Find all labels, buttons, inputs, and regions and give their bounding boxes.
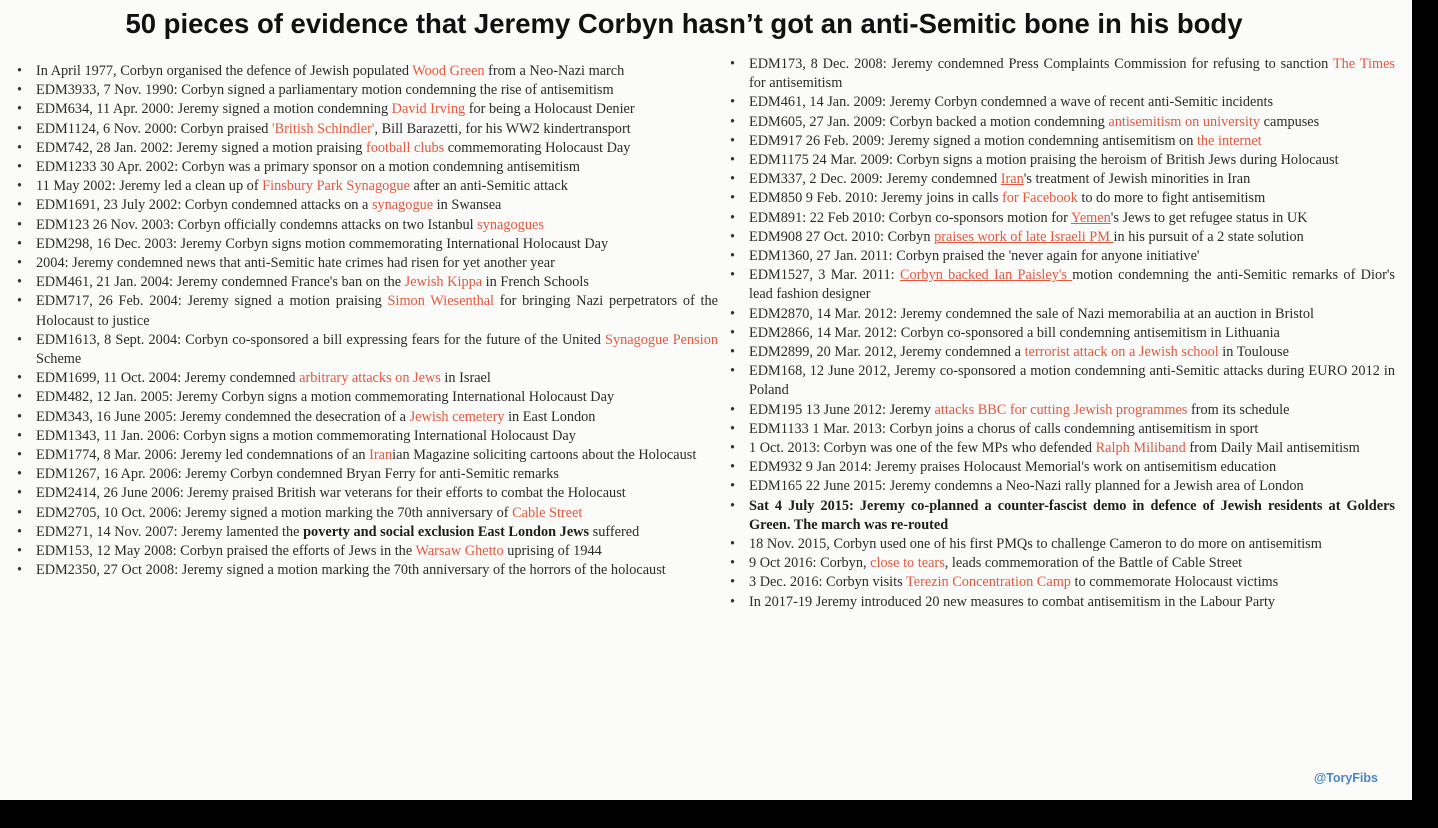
evidence-item: [14, 177, 718, 196]
item-text: EDM1124, 6 Nov. 2000: Corbyn praised: [36, 120, 273, 137]
highlighted-text: the internet: [1196, 132, 1262, 149]
item-text: in Toulouse: [1218, 344, 1289, 361]
highlighted-text: Jewish Kippa: [404, 274, 483, 291]
item-text: EDM932 9 Jan 2014: Jeremy praises Holocaust Memorial's work on antisemitism education: [749, 459, 1277, 476]
highlighted-text: Simon Wiesenthal: [387, 293, 495, 310]
item-text: in East London: [504, 408, 596, 425]
evidence-item: [14, 139, 718, 158]
item-text: EDM1691, 23 July 2002: Corbyn condemned attacks on a: [36, 197, 372, 214]
item-text: EDM461, 21 Jan. 2004: Jeremy condemned France's ban on the: [36, 274, 405, 291]
evidence-item: [727, 189, 1395, 208]
item-text: EDM1699, 11 Oct. 2004: Jeremy condemned: [36, 370, 300, 387]
highlighted-text: Sat 4 July 2015: Jeremy co-planned a counter-fascist demo in defence of Jewish residents at Golders Green. The march was re-routed: [749, 497, 1395, 533]
item-text: EDM173, 8 Dec. 2008: Jeremy condemned Press Complaints Commission for refusing to sanction: [749, 56, 1333, 72]
highlighted-text: Cable Street: [512, 504, 583, 521]
item-text: from Daily Mail antisemitism: [1185, 440, 1360, 457]
item-text: EDM1774, 8 Mar. 2006: Jeremy led condemnations of an: [36, 447, 370, 464]
evidence-item: [727, 362, 1395, 400]
item-text: EDM337, 2 Dec. 2009: Jeremy condemned: [749, 171, 1001, 188]
item-text: after an anti-Semitic attack: [409, 178, 568, 195]
item-text: 's treatment of Jewish minorities in Iran: [1023, 171, 1251, 188]
evidence-item: [727, 535, 1395, 554]
item-text: EDM2705, 10 Oct. 2006: Jeremy signed a motion marking the 70th anniversary of: [36, 504, 513, 521]
evidence-item: [727, 420, 1395, 439]
evidence-item: [14, 100, 718, 119]
item-text: EDM2350, 27 Oct 2008: Jeremy signed a motion marking the 70th anniversary of the horrors of the holocaust: [36, 562, 666, 579]
highlighted-text: synagogues: [477, 216, 544, 233]
highlighted-text: Jewish cemetery: [409, 408, 505, 425]
item-text: uprising of 1944: [503, 543, 602, 560]
highlighted-text: Finsbury Park Synagogue: [262, 178, 410, 195]
item-text: EDM1343, 11 Jan. 2006: Corbyn signs a motion commemorating International Holocaust Day: [36, 427, 576, 444]
evidence-item: [727, 593, 1395, 612]
evidence-item: [727, 93, 1395, 112]
author-handle: @ToryFibs: [1313, 771, 1378, 785]
page-title: 50 pieces of evidence that Jeremy Corbyn hasn’t got an anti-Semitic bone in his body: [125, 8, 1243, 39]
evidence-item: [14, 254, 718, 273]
evidence-item: [727, 170, 1395, 189]
highlighted-text: arbitrary attacks on Jews: [299, 370, 441, 387]
item-text: in Swansea: [433, 197, 502, 214]
evidence-item: [14, 542, 718, 561]
evidence-item: [14, 561, 718, 580]
evidence-item: [727, 458, 1395, 477]
highlighted-text: David Irving: [391, 101, 466, 118]
highlighted-text: Iran: [1000, 171, 1024, 188]
highlighted-text: for Facebook: [1001, 190, 1078, 207]
evidence-item: [727, 228, 1395, 247]
item-text: 1 Oct. 2013: Corbyn was one of the few MPs who defended: [749, 440, 1096, 457]
evidence-item: [14, 158, 718, 177]
evidence-item: [14, 523, 718, 542]
item-text: EDM271, 14 Nov. 2007: Jeremy lamented the: [36, 523, 304, 540]
item-text: EDM2899, 20 Mar. 2012, Jeremy condemned a: [749, 344, 1025, 361]
item-text: EDM1133 1 Mar. 2013: Corbyn joins a chorus of calls condemning antisemitism in sport: [749, 420, 1259, 437]
item-text: EDM1233 30 Apr. 2002: Corbyn was a primary sponsor on a motion condemning antisemitism: [36, 159, 581, 176]
evidence-item: [727, 401, 1395, 420]
item-text: 9 Oct 2016: Corbyn,: [749, 555, 871, 572]
evidence-item: [727, 247, 1395, 266]
highlighted-text: The Times: [1332, 56, 1395, 72]
highlighted-text: Ralph Miliband: [1095, 440, 1186, 457]
item-text: suffered: [589, 523, 640, 540]
item-text: in his pursuit of a 2 state solution: [1113, 228, 1304, 245]
item-text: 's Jews to get refugee status in UK: [1110, 209, 1308, 226]
evidence-item: [14, 504, 718, 523]
highlighted-text: synagogue: [371, 197, 434, 214]
item-text: EDM1267, 16 Apr. 2006: Jeremy Corbyn condemned Bryan Ferry for anti-Semitic remarks: [36, 466, 559, 483]
item-text: EDM343, 16 June 2005: Jeremy condemned the desecration of a: [36, 408, 410, 425]
evidence-item: [14, 427, 718, 446]
item-text: EDM908 27 Oct. 2010: Corbyn: [749, 228, 935, 245]
item-text: EDM2414, 26 June 2006: Jeremy praised British war veterans for their efforts to combat the Holocaust: [36, 485, 626, 502]
item-text: 3 Dec. 2016: Corbyn visits: [749, 574, 907, 591]
evidence-item: [14, 465, 718, 484]
highlighted-text: Yemen: [1070, 209, 1111, 226]
evidence-item: [14, 62, 718, 81]
evidence-item: [727, 439, 1395, 458]
item-text: EDM3933, 7 Nov. 1990: Corbyn signed a parliamentary motion condemning the rise of antisemitism: [36, 82, 614, 99]
evidence-item: [14, 331, 718, 369]
highlighted-text: Synagogue Pension: [605, 331, 718, 348]
item-text: EDM298, 16 Dec. 2003: Jeremy Corbyn signs motion commemorating International Holocaust Day: [36, 235, 609, 252]
evidence-item: [727, 209, 1395, 228]
item-text: EDM742, 28 Jan. 2002: Jeremy signed a motion praising: [36, 139, 366, 156]
highlighted-text: close to tears: [870, 555, 945, 572]
evidence-item: [727, 305, 1395, 324]
item-text: EDM461, 14 Jan. 2009: Jeremy Corbyn condemned a wave of recent anti-Semitic incidents: [749, 94, 1274, 111]
evidence-item: [727, 55, 1395, 93]
item-text: Scheme: [36, 351, 82, 368]
item-text: EDM2866, 14 Mar. 2012: Corbyn co-sponsored a bill condemning antisemitism in Lithuania: [749, 324, 1280, 341]
highlighted-text: antisemitism on university: [1108, 113, 1261, 130]
item-text: EDM605, 27 Jan. 2009: Corbyn backed a motion condemning: [749, 113, 1109, 130]
item-text: EDM1527, 3 Mar. 2011:: [749, 267, 900, 284]
evidence-item: [727, 554, 1395, 573]
evidence-item: [727, 132, 1395, 151]
right-evidence-list: [727, 55, 1395, 612]
item-text: 11 May 2002: Jeremy led a clean up of: [36, 178, 263, 195]
item-text: In April 1977, Corbyn organised the defence of Jewish populated: [36, 63, 413, 79]
item-text: 2004: Jeremy condemned news that anti-Semitic hate crimes had risen for yet another year: [36, 255, 555, 272]
evidence-item: [14, 484, 718, 503]
highlighted-text: Corbyn backed Ian Paisley's: [899, 267, 1073, 284]
evidence-item: [14, 408, 718, 427]
item-text: EDM2870, 14 Mar. 2012: Jeremy condemned the sale of Nazi memorabilia at an auction in Bristol: [749, 305, 1314, 322]
item-text: , leads commemoration of the Battle of Cable Street: [944, 555, 1243, 572]
evidence-item: [727, 324, 1395, 343]
item-text: commemorating Holocaust Day: [444, 139, 631, 156]
highlighted-text: Terezin Concentration Camp: [906, 574, 1071, 591]
evidence-item: [14, 292, 718, 330]
item-text: EDM1175 24 Mar. 2009: Corbyn signs a motion praising the heroism of British Jews during Holocaust: [749, 152, 1339, 169]
item-text: EDM153, 12 May 2008: Corbyn praised the efforts of Jews in the: [36, 543, 416, 560]
item-text: from its schedule: [1187, 401, 1290, 418]
item-text: for being a Holocaust Denier: [465, 101, 635, 118]
highlighted-text: terrorist attack on a Jewish school: [1024, 344, 1219, 361]
evidence-item: [14, 446, 718, 465]
item-text: EDM195 13 June 2012: Jeremy: [749, 401, 935, 418]
item-text: EDM123 26 Nov. 2003: Corbyn officially condemns attacks on two Istanbul: [36, 216, 478, 233]
evidence-item: [727, 151, 1395, 170]
item-text: EDM891: 22 Feb 2010: Corbyn co-sponsors motion for: [749, 209, 1071, 226]
item-text: motion condemning the anti-Semitic remarks of Dior's lead fashion designer: [749, 267, 1395, 303]
item-text: In 2017-19 Jeremy introduced 20 new measures to combat antisemitism in the Labour Party: [749, 593, 1276, 610]
item-text: EDM917 26 Feb. 2009: Jeremy signed a motion condemning antisemitism on: [749, 132, 1197, 149]
item-text: in French Schools: [482, 274, 589, 291]
item-text: to commemorate Holocaust victims: [1070, 574, 1279, 591]
item-text: , Bill Barazetti, for his WW2 kindertransport: [374, 120, 631, 137]
evidence-item: [14, 388, 718, 407]
evidence-item: [727, 113, 1395, 132]
item-text: EDM165 22 June 2015: Jeremy condemns a Neo-Nazi rally planned for a Jewish area of London: [749, 478, 1304, 495]
item-text: EDM1613, 8 Sept. 2004: Corbyn co-sponsored a bill expressing fears for the future of the United: [36, 331, 606, 348]
highlighted-text: Wood Green: [412, 63, 485, 79]
item-text: ian Magazine soliciting cartoons about the Holocaust: [392, 447, 697, 464]
item-text: to do more to fight antisemitism: [1077, 190, 1266, 207]
item-text: for antisemitism: [749, 75, 843, 92]
evidence-item: [14, 369, 718, 388]
evidence-item: [14, 235, 718, 254]
evidence-item: [14, 120, 718, 139]
highlighted-text: 'British Schindler': [272, 120, 375, 137]
item-text: EDM850 9 Feb. 2010: Jeremy joins in calls: [749, 190, 1002, 207]
item-text: EDM634, 11 Apr. 2000: Jeremy signed a motion condemning: [36, 101, 392, 118]
evidence-item: [727, 343, 1395, 362]
item-text: in Israel: [440, 370, 491, 387]
item-text: for bringing Nazi perpetrators of the Holocaust to justice: [36, 293, 719, 329]
item-text: from a Neo-Nazi march: [484, 63, 625, 79]
evidence-item: [727, 497, 1395, 535]
item-text: campuses: [1260, 113, 1320, 130]
evidence-item: [727, 477, 1395, 496]
highlighted-text: attacks BBC for cutting Jewish programmes: [934, 401, 1188, 418]
evidence-item: [14, 273, 718, 292]
evidence-item: [727, 573, 1395, 592]
evidence-item: [727, 266, 1395, 304]
highlighted-text: praises work of late Israeli PM: [934, 228, 1114, 245]
left-evidence-list: [14, 62, 718, 580]
highlighted-text: football clubs: [365, 139, 445, 156]
highlighted-text: Warsaw Ghetto: [415, 543, 504, 560]
evidence-item: [14, 81, 718, 100]
highlighted-text: Iran: [369, 447, 393, 464]
highlighted-text: poverty and social exclusion East London Jews: [303, 523, 590, 540]
evidence-item: [14, 216, 718, 235]
item-text: EDM482, 12 Jan. 2005: Jeremy Corbyn signs a motion commemorating International Holocaust Day: [36, 389, 615, 406]
item-text: EDM1360, 27 Jan. 2011: Corbyn praised the 'never again for anyone initiative': [749, 248, 1200, 265]
item-text: EDM717, 26 Feb. 2004: Jeremy signed a motion praising: [36, 293, 388, 310]
item-text: EDM168, 12 June 2012, Jeremy co-sponsored a motion condemning anti-Semitic attacks during EURO 2012 in Poland: [749, 363, 1395, 399]
evidence-item: [14, 196, 718, 215]
item-text: 18 Nov. 2015, Corbyn used one of his first PMQs to challenge Cameron to do more on antisemitism: [749, 536, 1322, 553]
